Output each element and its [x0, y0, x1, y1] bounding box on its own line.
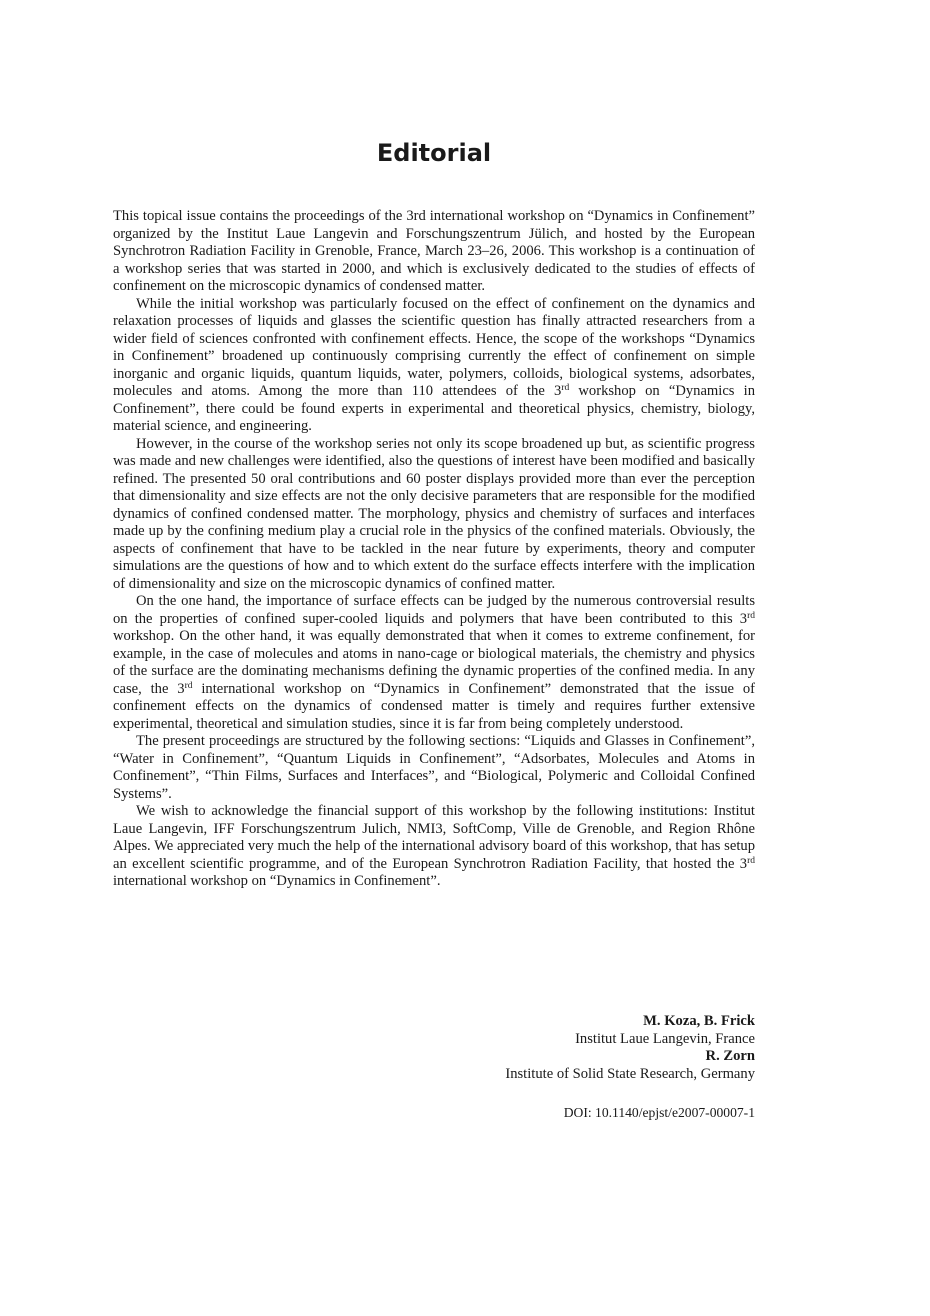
editorial-body — [113, 208, 755, 891]
author-affiliation: Institute of Solid State Research, Germany — [505, 1065, 755, 1082]
paragraph-intro — [113, 208, 755, 296]
paragraph-surface-effects-text-c: international workshop on “Dynamics in Confinement” demonstrated that the issue of confinement effects on the dynamics of condensed matter is timely and requires further extensive experimental, theoretical and simulation studies, since it is far from being completely understood. — [113, 680, 755, 732]
paragraph-acknowledgement — [113, 803, 755, 891]
page-title: Editorial — [376, 139, 492, 167]
ordinal-superscript: rd — [747, 610, 755, 621]
ordinal-superscript: rd — [561, 383, 570, 393]
author-affiliation: Institut Laue Langevin, France — [575, 1030, 755, 1047]
ordinal-superscript: rd — [184, 680, 193, 691]
paragraph-acknowledgement-text-b: international workshop on “Dynamics in Confinement”. — [113, 873, 441, 889]
signature-block — [113, 1013, 755, 1083]
paragraph-progress-text: However, in the course of the workshop series not only its scope broadened up but, as scientific progress was made and new challenges were identified, also the questions of interest have been modified and basically refined. The presented 50 oral contributions and 60 poster displays provided more than ever the perception that dimensionality and size effects are not the only decisive parameters that are responsible for the modified dynamics of confined condensed matter. The morphology, physics and chemistry of surfaces and interfaces made up by the confining medium play a crucial role in the physics of the confined materials. Obviously, the aspects of confinement that have to be tackled in the near future by experiments, theory and computer simulations are the questions of how and to which extent do the surface effects interfere with the implication of dimensionality and size on the microscopic dynamics of confined matter. — [113, 435, 755, 592]
paragraph-sections-text: The present proceedings are structured by the following sections: “Liquids and Glasses in Confinement”, “Water in Confinement”, “Quantum Liquids in Confinement”, “Adsorbates, Molecules and Atoms in Confinement”, “Thin Films, Surfaces and Interfaces”, and “Biological, Polymeric and Colloidal Confined Systems”. — [113, 733, 755, 802]
paragraph-intro-text: This topical issue contains the proceedings of the 3rd international workshop on “Dynamics in Confinement” organized by the Institut Laue Langevin and Forschungszentrum Jülich, and hosted by the European Synchrotron Radiation Facility in Grenoble, France, March 23–26, 2006. This workshop is a continuation of a workshop series that was started in 2000, and which is exclusively dedicated to the studies of effects of confinement on the microscopic dynamics of condensed matter. — [113, 208, 755, 294]
paragraph-surface-effects-text-b: workshop. On the other hand, it was equally demonstrated that when it comes to extreme confinement, for example, in the case of molecules and atoms in nano-cage or biological materials, the chemistry and physics of the surface are the dominating mechanisms defining the dynamic properties of the confined media. In any case, the 3 — [113, 628, 755, 697]
author-names: M. Koza, B. Frick — [643, 1013, 755, 1029]
doi-reference: DOI: 10.1140/epjst/e2007-00007-1 — [563, 1105, 755, 1120]
paragraph-sections — [113, 733, 755, 803]
paragraph-surface-effects-text-a: On the one hand, the importance of surface effects can be judged by the numerous controversial results on the properties of confined super-cooled liquids and polymers that have been contributed to this 3 — [113, 593, 755, 627]
paragraph-scope-text-a: While the initial workshop was particularly focused on the effect of confinement on the dynamics and relaxation processes of liquids and glasses the scientific question has finally attracted researchers from a wider field of sciences confronted with confinement effects. Hence, the scope of the workshops “Dynamics in Confinement” broadened up continuously comprising currently the effect of confinement on simple inorganic and organic liquids, quantum liquids, water, polymers, colloids, biological systems, adsorbates, molecules and atoms. Among the more than 110 attendees of the 3 — [113, 295, 755, 399]
paragraph-progress — [113, 436, 755, 594]
paragraph-scope — [113, 296, 755, 436]
ordinal-superscript: rd — [747, 855, 755, 866]
paragraph-scope-text-b: workshop on “Dynamics in Confinement”, there could be found experts in experimental and theoretical physics, chemistry, biology, material science, and engineering. — [113, 383, 755, 434]
paragraph-acknowledgement-text-a: We wish to acknowledge the financial support of this workshop by the following institutions: Institut Laue Langevin, IFF Forschungszentrum Julich, NMI3, SoftComp, Ville de Grenoble, and Region Rhône Alpes. We appreciated very much the help of the international advisory board of this workshop, that has setup an excellent scientific programme, and of the European Synchrotron Radiation Facility, that hosted the 3 — [113, 803, 755, 872]
author-names: R. Zorn — [705, 1048, 755, 1065]
paragraph-surface-effects — [113, 593, 755, 733]
